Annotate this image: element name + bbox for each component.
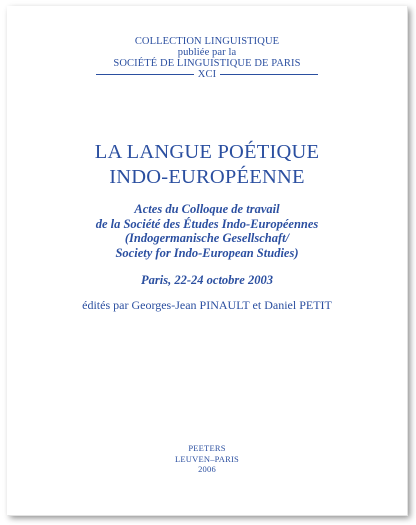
subtitle-line-3: (Indogermanische Gesellschaft/	[124, 231, 290, 245]
society-name: SOCIÉTÉ DE LINGUISTIQUE DE PARIS	[113, 58, 301, 69]
book-title	[7, 140, 407, 190]
subtitle-line-4: Society for Indo-European Studies)	[115, 245, 299, 260]
book-subtitle	[7, 202, 407, 260]
volume-row	[7, 69, 407, 80]
publisher-cities: LEUVEN–PARIS	[175, 453, 239, 464]
publication-year: 2006	[198, 464, 216, 474]
right-rule	[220, 74, 318, 75]
volume-number: XCI	[197, 69, 217, 80]
left-rule	[96, 74, 194, 75]
title-line-1: LA LANGUE POÉTIQUE	[94, 141, 320, 163]
publisher-block	[7, 443, 407, 475]
book-cover	[7, 6, 407, 515]
subtitle-line-2: de la Société des Études Indo-Européennes	[95, 216, 319, 231]
published-by-text: publiée par la	[177, 47, 237, 58]
publisher-name: PEETERS	[188, 443, 226, 453]
editors-line: édités par Georges-Jean PINAULT et Daniel PETIT	[82, 298, 332, 312]
subtitle-line-1: Actes du Colloque de travail	[134, 202, 280, 216]
series-block	[7, 36, 407, 80]
collection-name: COLLECTION LINGUISTIQUE	[134, 36, 280, 47]
title-line-2: INDO-EUROPÉENNE	[109, 166, 305, 188]
conference-dates: Paris, 22-24 octobre 2003	[141, 273, 273, 287]
